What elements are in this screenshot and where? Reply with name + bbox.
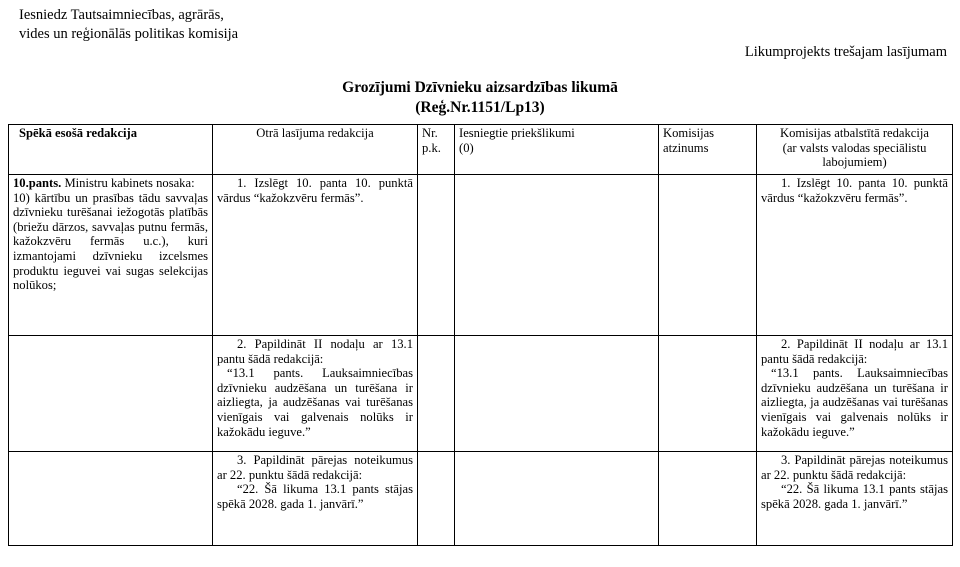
header-opinion-line-1: Komisijas	[663, 126, 715, 140]
supported-intro: 3. Papildināt pārejas noteikumus ar 22. punktu šādā redakcijā:	[761, 453, 948, 482]
cell-second	[213, 175, 418, 336]
reading-label: Likumprojekts trešajam lasījumam	[744, 44, 947, 60]
header-second-label: Otrā lasījuma redakcija	[256, 126, 374, 140]
cell-supported	[757, 175, 953, 336]
header-proposals-line-1: Iesniegtie priekšlikumi	[459, 126, 575, 140]
cell-current	[9, 175, 213, 336]
cell-nr	[418, 336, 455, 452]
second-reading-quote: “13.1 pants. Lauksaimniecības dzīvnieku audzēšana un turēšana ir aizliegta, ja audzēšanas vai turēšanas vienīgais vai galvenais nolūks ir kažokādu ieguve.”	[217, 366, 413, 439]
header-opinion-line-2: atzinums	[663, 140, 709, 155]
cell-nr	[418, 175, 455, 336]
cell-supported	[757, 452, 953, 546]
submitter-line-1: Iesniedz Tautsaimniecības, agrārās,	[19, 7, 224, 23]
second-reading-intro: 2. Papildināt II nodaļu ar 13.1 pantu šādā redakcijā:	[217, 337, 413, 366]
article-text: Ministru kabinets nosaka:	[61, 176, 195, 190]
supported-intro: 2. Papildināt II nodaļu ar 13.1 pantu šādā redakcijā:	[761, 337, 948, 366]
cell-opinion	[659, 336, 757, 452]
header-supported-line-1: Komisijas atbalstītā redakcija	[780, 126, 929, 140]
cell-current	[9, 452, 213, 546]
header-nr	[418, 125, 455, 175]
header-proposals	[455, 125, 659, 175]
cell-nr	[418, 452, 455, 546]
document-title	[0, 78, 960, 118]
header-current-label: Spēkā esošā redakcija	[19, 126, 138, 140]
cell-second	[213, 336, 418, 452]
supported-quote: “22. Šā likuma 13.1 pants stājas spēkā 2028. gada 1. janvārī.”	[761, 482, 948, 511]
header-proposals-line-2: (0)	[459, 140, 474, 155]
table-row	[9, 336, 953, 452]
cell-opinion	[659, 175, 757, 336]
registration-number: (Reģ.Nr.1151/Lp13)	[415, 99, 545, 116]
header-supported-line-2: (ar valsts valodas speciālistu labojumiem)	[782, 140, 927, 170]
header-supported	[757, 125, 953, 175]
second-reading-text: 1. Izslēgt 10. panta 10. punktā vārdus “kažokzvēru fermās”.	[217, 176, 413, 205]
header-opinion	[659, 125, 757, 175]
cell-proposals	[455, 175, 659, 336]
submitter-line-2: vides un reģionālās politikas komisija	[19, 26, 239, 42]
cell-proposals	[455, 452, 659, 546]
amendments-table	[8, 124, 953, 546]
table-header-row	[9, 125, 953, 175]
supported-quote: “13.1 pants. Lauksaimniecības dzīvnieku audzēšana un turēšana ir aizliegta, ja audzēšanas vai turēšanas vienīgais vai galvenais nolūks ir kažokādu ieguve.”	[761, 366, 948, 439]
header-nr-line-2: p.k.	[422, 140, 441, 155]
submitter	[19, 6, 238, 44]
table-row	[9, 175, 953, 336]
cell-opinion	[659, 452, 757, 546]
second-reading-quote: “22. Šā likuma 13.1 pants stājas spēkā 2028. gada 1. janvārī.”	[217, 482, 413, 511]
article-label: 10.pants.	[13, 176, 62, 190]
header-second	[213, 125, 418, 175]
header-nr-line-1: Nr.	[422, 126, 438, 140]
article-item: 10) kārtību un prasības tādu savvaļas dzīvnieku turēšanai iežogotās platībās (briežu dārzos, savvaļas putnu fermās, kažokzvēru fermās u.c.), kuri izmantojami dzīvnieku izcelsmes produktu ieguvei vai sugas selekcijas nolūkos;	[13, 190, 208, 293]
table-row	[9, 452, 953, 546]
cell-second	[213, 452, 418, 546]
supported-text: 1. Izslēgt 10. panta 10. punktā vārdus “kažokzvēru fermās”.	[761, 176, 948, 205]
cell-proposals	[455, 336, 659, 452]
title-text: Grozījumi Dzīvnieku aizsardzības likumā	[342, 79, 618, 96]
header-current	[9, 125, 213, 175]
cell-supported	[757, 336, 953, 452]
cell-current	[9, 336, 213, 452]
second-reading-intro: 3. Papildināt pārejas noteikumus ar 22. punktu šādā redakcijā:	[217, 453, 413, 482]
